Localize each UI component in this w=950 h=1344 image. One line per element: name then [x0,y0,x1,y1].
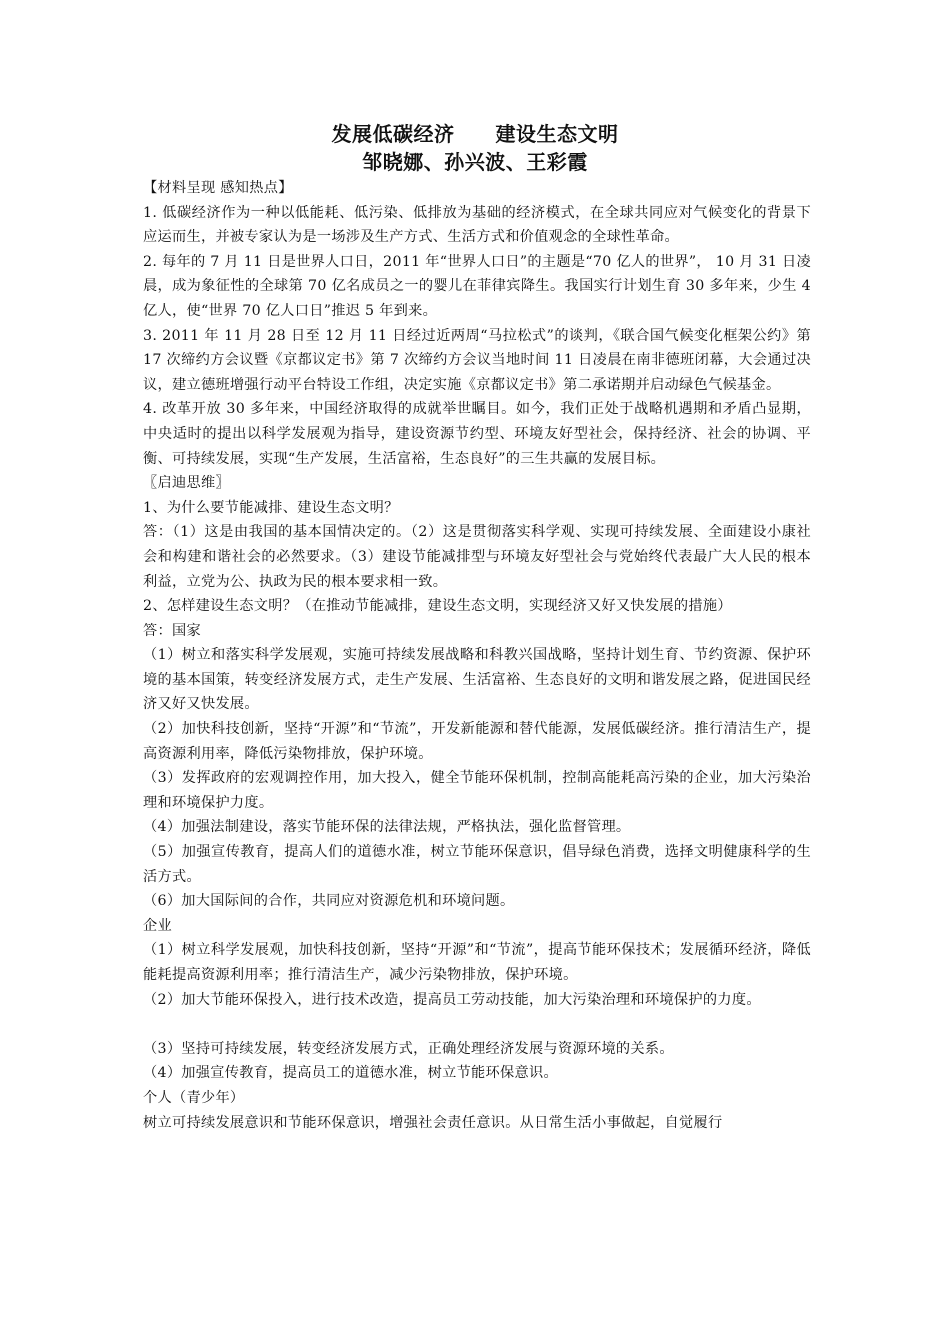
country-measure-4: （4）加强法制建设，落实节能环保的法律法规，严格执法，强化监督管理。 [143,819,631,836]
answer-2-country-heading: 答：国家 [143,622,201,639]
section-heading-thinking: 〖启迪思维〗 [143,475,230,492]
individual-heading: 个人（青少年） [143,1089,245,1106]
section-heading-materials: 【材料呈现 感知热点】 [143,180,293,196]
document-title: 发展低碳经济 建设生态文明 [331,122,619,146]
enterprise-measure-3: （3）坚持可持续发展，转变经济发展方式，正确处理经济发展与资源环境的关系。 [143,1040,674,1057]
paragraph-material-1: 1. 低碳经济作为一种以低能耗、低污染、低排放为基础的经济模式，在全球共同应对气候变化的背景下应运而生，并被专家认为是一场涉及生产方式、生活方式和价值观念的全球性革命。 [143,204,811,246]
individual-measure: 树立可持续发展意识和节能环保意识，增强社会责任意识。从日常生活小事做起，自觉履行 [143,1114,723,1131]
question-1: 1、为什么要节能减排、建设生态文明？ [143,499,399,516]
country-measure-5: （5）加强宣传教育，提高人们的道德水准，树立节能环保意识，倡导绿色消费，选择文明健康科学的生活方式。 [143,844,811,885]
title-block [0,120,950,176]
country-measure-2: （2）加快科技创新，坚持“开源”和“节流”，开发新能源和替代能源，发展低碳经济。推行清洁生产，提高资源利用率，降低污染物排放，保护环境。 [143,721,811,762]
question-2: 2、怎样建设生态文明？（在推动节能减排，建设生态文明，实现经济又好又快发展的措施） [143,598,732,615]
blank-line [143,1012,811,1037]
country-measure-1: （1）树立和落实科学发展观，实施可持续发展战略和科教兴国战略，坚持计划生育、节约资源、保护环境的基本国策，转变经济发展方式，走生产发展、生活富裕、生态良好的文明和谐发展之路，促进国民经济又好又快发展。 [143,647,811,713]
enterprise-heading: 企业 [143,917,172,934]
document-body [143,176,811,1135]
document-authors: 邹晓娜、孙兴波、王彩霞 [362,150,588,174]
enterprise-measure-4: （4）加强宣传教育，提高员工的道德水准，树立节能环保意识。 [143,1065,558,1082]
paragraph-material-4: 4. 改革开放 30 多年来，中国经济取得的成就举世瞩目。如今，我们正处于战略机遇期和矛盾凸显期，中央适时的提出以科学发展观为指导，建设资源节约型、环境友好型社会，保持经济、社会的协调、平衡、可持续发展，实现“生产发展，生活富裕，生态良好”的三生共赢的发展目标。 [143,401,811,467]
country-measure-6: （6）加大国际间的合作，共同应对资源危机和环境问题。 [143,893,515,910]
enterprise-measure-1: （1）树立科学发展观，加快科技创新，坚持“开源”和“节流”，提高节能环保技术；发展循环经济，降低能耗提高资源利用率；推行清洁生产，减少污染物排放，保护环境。 [143,942,811,983]
answer-1: 答：（1）这是由我国的基本国情决定的。（2）这是贯彻落实科学观、实现可持续发展、全面建设小康社会和构建和谐社会的必然要求。（3）建设节能减排型与环境友好型社会与党始终代表最广大人民的根本利益，立党为公、执政为民的根本要求相一致。 [143,524,811,590]
paragraph-material-2: 2. 每年的 7 月 11 日是世界人口日，2011 年“世界人口日”的主题是“70 亿人的世界”， 10 月 31 日凌晨，成为象征性的全球第 70 亿名成员之一的婴儿在菲律宾降生。我国实行计划生育 30 多年来，少生 4 亿人，使“世界 70 亿人口日”推迟 5 年到来。 [143,253,811,319]
enterprise-measure-2: （2）加大节能环保投入，进行技术改造，提高员工劳动技能，加大污染治理和环境保护的力度。 [143,991,761,1008]
paragraph-material-3: 3. 2011 年 11 月 28 日至 12 月 11 日经过近两周“马拉松式”的谈判，《联合国气候变化框架公约》第 17 次缔约方会议暨《京都议定书》第 7 次缔约方会议当地时间 11 日凌晨在南非德班闭幕，大会通过决议，建立德班增强行动平台特设工作组，决定实施《京都议定书》第二承诺期并启动绿色气候基金。 [143,327,811,393]
country-measure-3: （3）发挥政府的宏观调控作用，加大投入，健全节能环保机制，控制高能耗高污染的企业，加大污染治理和环境保护力度。 [143,770,811,811]
